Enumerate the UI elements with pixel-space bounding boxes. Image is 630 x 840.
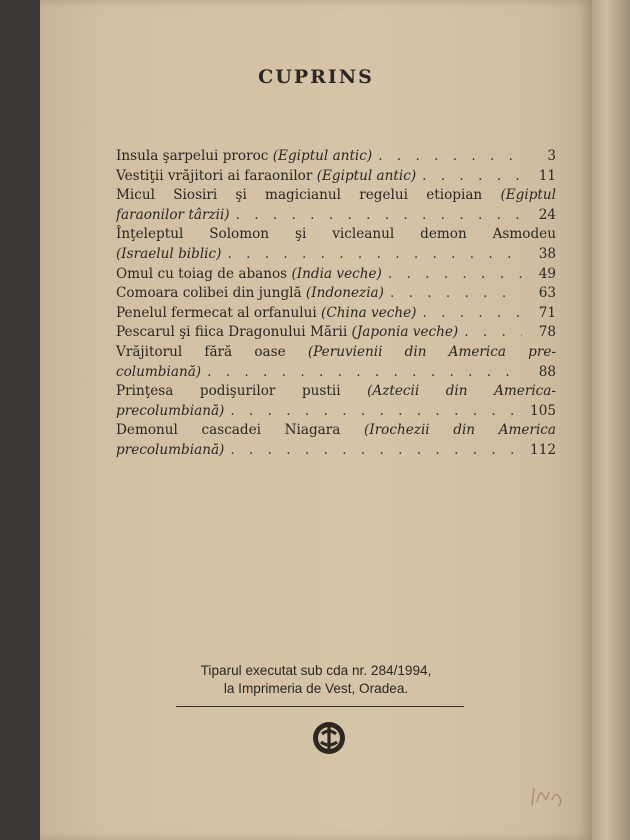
toc-entry-title: Insula şarpelui proroc (Egiptul antic) bbox=[116, 148, 373, 164]
imprint-line-1: Tiparul executat sub cda nr. 284/1994, bbox=[200, 663, 432, 678]
page-number: 3 bbox=[547, 148, 556, 164]
toc-entry-title-line bbox=[116, 344, 556, 364]
dot-leader bbox=[372, 148, 522, 164]
toc-entry-region: (Egiptul antic) bbox=[272, 148, 373, 164]
toc-entry-title: Pescarul şi fiica Dragonului Mării (Japonia veche) bbox=[116, 324, 459, 341]
dot-leader bbox=[224, 442, 522, 458]
toc-entry-region: (Irochezii din America bbox=[364, 422, 557, 439]
toc-line bbox=[116, 207, 556, 227]
toc-entry bbox=[116, 422, 556, 461]
toc-line bbox=[116, 266, 556, 286]
toc-entry-title-line bbox=[116, 226, 556, 246]
toc-entry bbox=[116, 324, 556, 344]
toc-entry-title-line bbox=[116, 422, 556, 442]
page-number: 63 bbox=[538, 285, 556, 302]
toc-entry-title: Omul cu toiag de abanos (India veche) bbox=[116, 265, 382, 282]
page-number: 49 bbox=[538, 265, 556, 282]
toc-line bbox=[116, 305, 556, 325]
toc-entry bbox=[116, 226, 556, 265]
toc-entry bbox=[116, 168, 556, 188]
toc-entry-region: (Japonia veche) bbox=[351, 324, 459, 341]
dot-leader bbox=[416, 168, 522, 184]
table-of-contents bbox=[116, 148, 556, 462]
toc-entry-region: (Israelul biblic) bbox=[116, 245, 222, 262]
toc-line bbox=[116, 168, 556, 188]
toc-line bbox=[116, 285, 556, 305]
toc-entry bbox=[116, 148, 556, 168]
toc-entry-title-line bbox=[116, 187, 556, 207]
page-number: 24 bbox=[538, 206, 556, 223]
toc-entry-region: (India veche) bbox=[291, 265, 382, 282]
toc-entry-title: Micul Siosiri şi magicianul regelui etiopian bbox=[116, 187, 483, 204]
toc-entry-region: (Egiptul antic) bbox=[316, 167, 417, 184]
handwriting-mark bbox=[528, 782, 566, 812]
toc-entry bbox=[116, 266, 556, 286]
toc-line bbox=[116, 246, 556, 266]
toc-entry bbox=[116, 305, 556, 325]
toc-entry-title bbox=[116, 442, 224, 458]
toc-entry-region: faraonilor târzii) bbox=[116, 206, 230, 223]
toc-entry-region: (Aztecii din America- bbox=[367, 383, 556, 400]
toc-entry-region: (Indonezia) bbox=[305, 285, 384, 302]
page-edge bbox=[592, 0, 630, 840]
toc-entry-region: columbiană) bbox=[116, 363, 202, 380]
dot-leader bbox=[384, 285, 522, 301]
dot-leader bbox=[230, 207, 522, 223]
divider bbox=[176, 706, 464, 707]
dot-leader bbox=[201, 364, 522, 380]
toc-entry-title: Vrăjitorul fără oase bbox=[116, 343, 286, 360]
page-number: 71 bbox=[538, 304, 556, 321]
toc-entry-title-line bbox=[116, 383, 556, 403]
toc-line bbox=[116, 364, 556, 384]
toc-entry bbox=[116, 285, 556, 305]
dot-leader bbox=[416, 305, 522, 321]
toc-entry-title bbox=[116, 403, 224, 419]
page-number: 78 bbox=[538, 324, 556, 341]
toc-entry-title bbox=[116, 207, 230, 223]
page-title: CUPRINS bbox=[258, 66, 374, 88]
toc-line bbox=[116, 324, 556, 344]
toc-line bbox=[116, 148, 556, 168]
printer-logo-icon bbox=[311, 720, 347, 756]
toc-entry-title: Înţeleptul Solomon şi vicleanul demon Asmodeu bbox=[116, 226, 556, 243]
toc-entry-region: precolumbiană) bbox=[116, 441, 225, 458]
toc-entry-region: (Peruvienii din America pre- bbox=[307, 343, 556, 360]
toc-entry bbox=[116, 187, 556, 226]
toc-entry-region: precolumbiană) bbox=[116, 402, 225, 419]
toc-entry-title bbox=[116, 246, 221, 262]
imprint-line-2: la Imprimeria de Vest, Oradea. bbox=[223, 681, 409, 696]
toc-entry-title: Demonul cascadei Niagara bbox=[116, 422, 341, 439]
toc-entry-title: Vestiţii vrăjitori ai faraonilor (Egiptul antic) bbox=[116, 167, 417, 184]
imprint bbox=[40, 662, 592, 698]
page-number: 112 bbox=[530, 441, 556, 458]
dot-leader bbox=[382, 266, 522, 282]
toc-line bbox=[116, 403, 556, 423]
page-number: 105 bbox=[530, 402, 556, 419]
dot-leader bbox=[458, 324, 522, 340]
toc-entry bbox=[116, 344, 556, 383]
toc-entry-title bbox=[116, 364, 201, 380]
toc-entry-title: Prinţesa podişurilor pustii bbox=[116, 383, 341, 400]
page-number: 38 bbox=[538, 245, 556, 262]
toc-entry-title: Penelul fermecat al orfanului (China veche) bbox=[116, 304, 417, 321]
toc-entry-region: (China veche) bbox=[321, 304, 417, 321]
toc-line bbox=[116, 442, 556, 462]
page-number: 11 bbox=[538, 167, 556, 184]
dot-leader bbox=[221, 246, 522, 262]
toc-entry-region: (Egiptul bbox=[500, 187, 556, 204]
dot-leader bbox=[224, 403, 522, 419]
page-number: 88 bbox=[538, 363, 556, 380]
toc-entry-title: Comoara colibei din junglă (Indonezia) bbox=[116, 285, 384, 302]
toc-entry bbox=[116, 383, 556, 422]
